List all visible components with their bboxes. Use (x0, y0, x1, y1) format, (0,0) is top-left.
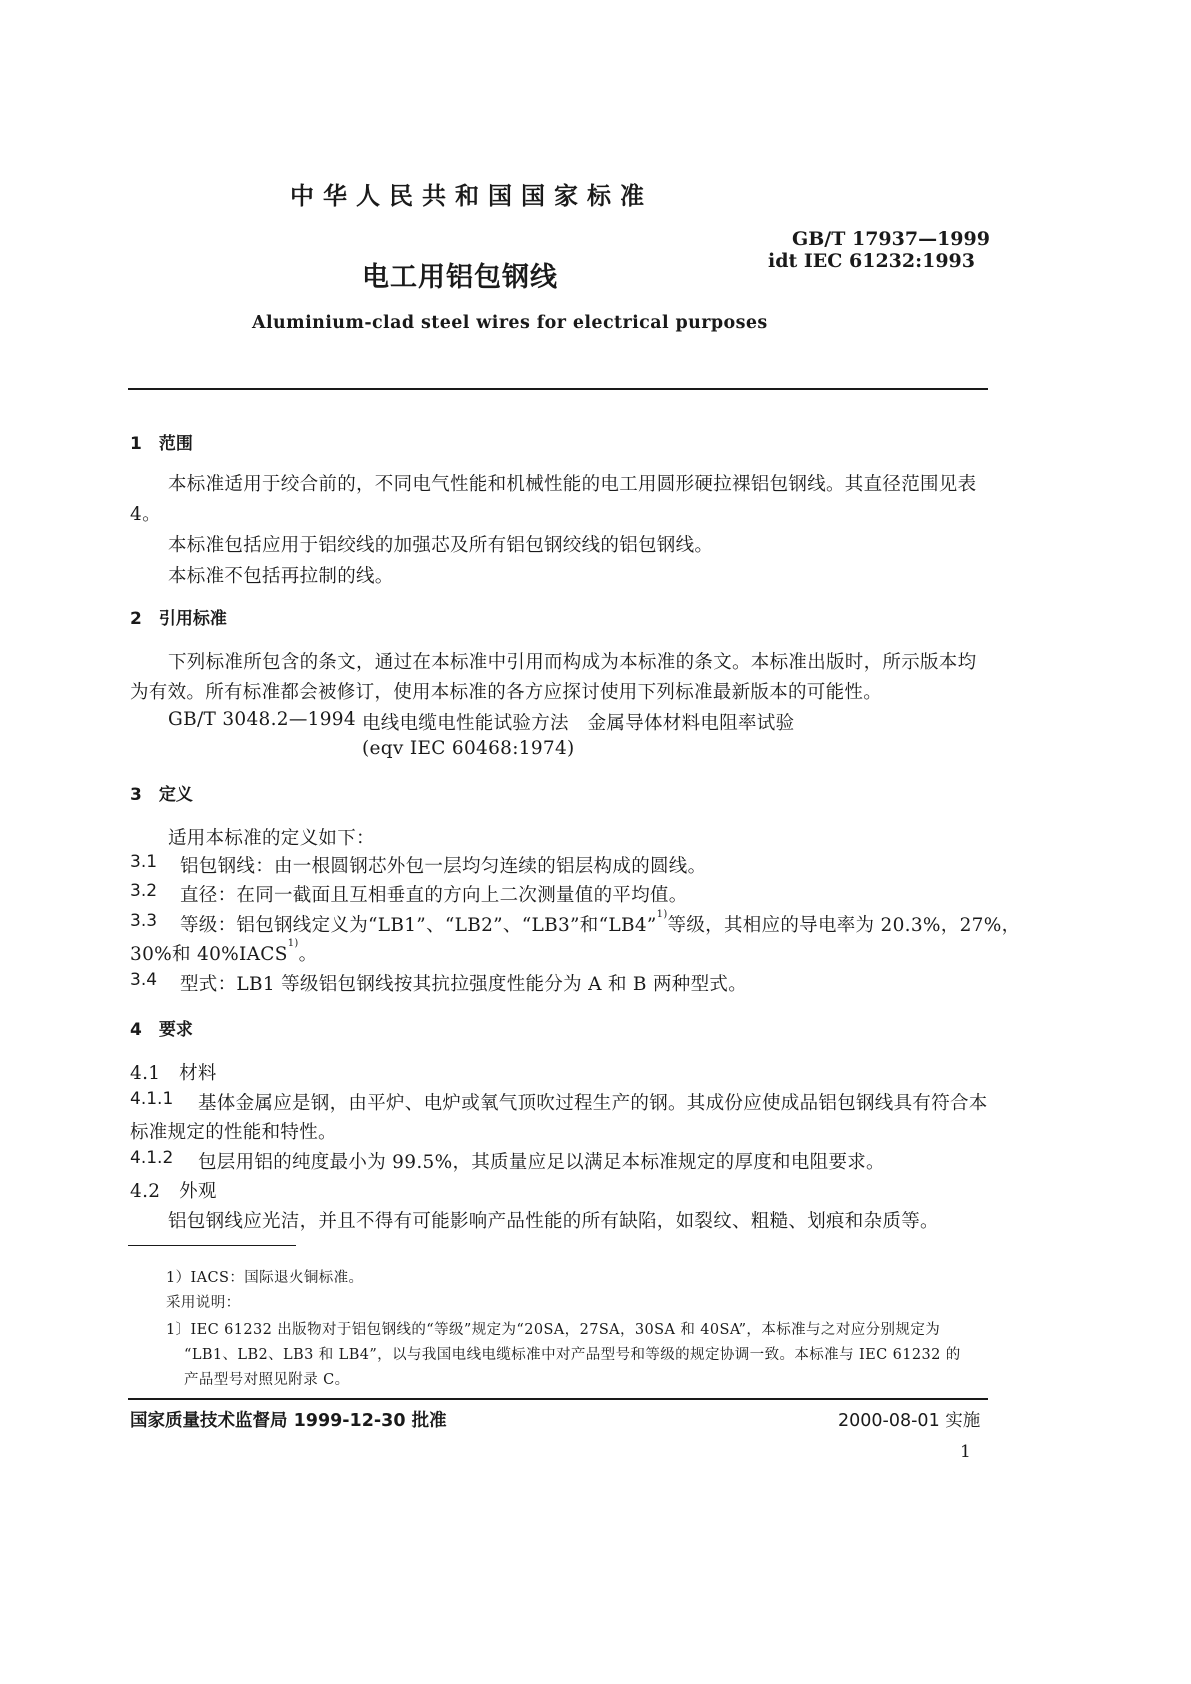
standard-equivalence: idt IEC 61232:1993 (768, 250, 975, 272)
footer-divider (128, 1398, 988, 1400)
adoption-note-line-3: 产品型号对照见附录 C。 (184, 1372, 350, 1388)
approval-line: 国家质量技术监督局 1999-12-30 批准 (130, 1411, 447, 1431)
definition-3-3 (180, 911, 1020, 937)
section-1-paragraph-3: 本标准不包括再拉制的线。 (168, 566, 394, 587)
definition-3-3-line2-b: 。 (298, 944, 318, 965)
document-title-en: Aluminium-clad steel wires for electrical purposes (252, 313, 768, 333)
section-1-heading: 1 范围 (130, 434, 193, 454)
clause-4-1-1-cont: 标准规定的性能和特性。 (130, 1122, 337, 1143)
section-1-paragraph-2: 本标准包括应用于铝绞线的加强芯及所有铝包钢绞线的铝包钢线。 (168, 535, 714, 556)
section-2-heading: 2 引用标准 (130, 609, 227, 629)
definition-3-4-number: 3.4 (130, 970, 158, 990)
footnote-1: 1）IACS：国际退火铜标准。 (166, 1270, 364, 1286)
definition-3-3-text-a: 等级：铝包钢线定义为“LB1”、“LB2”、“LB3”和“LB4” (180, 915, 657, 936)
section-1-paragraph-1-cont: 4。 (130, 504, 161, 525)
definition-3-3-cont (130, 940, 317, 966)
section-1-paragraph-1: 本标准适用于绞合前的，不同电气性能和机械性能的电工用圆形硬拉裸铝包钢线。其直径范围见表 (168, 474, 977, 495)
adoption-note-line-1: 1〕IEC 61232 出版物对于铝包钢线的“等级”规定为“20SA，27SA，30SA 和 40SA”，本标准与之对应分别规定为 (166, 1322, 941, 1338)
section-2-paragraph: 下列标准所包含的条文，通过在本标准中引用而构成为本标准的条文。本标准出版时，所示版本均 (168, 652, 977, 673)
definition-3-2: 直径：在同一截面且互相垂直的方向上二次测量值的平均值。 (180, 885, 688, 906)
clause-4-1-1: 基体金属应是钢，由平炉、电炉或氧气顶吹过程生产的钢。其成份应使成品铝包钢线具有符合本 (198, 1093, 988, 1114)
reference-title: 电线电缆电性能试验方法 金属导体材料电阻率试验 (362, 713, 795, 734)
definition-3-1: 铝包钢线：由一根圆钢芯外包一层均匀连续的铝层构成的圆线。 (180, 856, 707, 877)
section-3-heading: 3 定义 (130, 785, 193, 805)
clause-4-1-1-number: 4.1.1 (130, 1089, 174, 1109)
subsection-4-1: 4.1 材料 (130, 1063, 217, 1084)
clause-4-1-2: 包层用铝的纯度最小为 99.5%，其质量应足以满足本标准规定的厚度和电阻要求。 (198, 1152, 885, 1173)
adoption-note-line-2: “LB1、LB2、LB3 和 LB4”，以与我国电线电缆标准中对产品型号和等级的规定协调一致。本标准与 IEC 61232 的 (184, 1347, 961, 1363)
subsection-4-2: 4.2 外观 (130, 1181, 217, 1202)
adoption-note-label: 采用说明： (166, 1295, 241, 1311)
clause-4-1-2-number: 4.1.2 (130, 1148, 174, 1168)
standard-number: GB/T 17937—1999 (792, 228, 990, 250)
national-standard-title: 中华人民共和国国家标准 (290, 182, 653, 210)
subsection-4-2-paragraph: 铝包钢线应光洁，并且不得有可能影响产品性能的所有缺陷，如裂纹、粗糙、划痕和杂质等。 (168, 1211, 939, 1232)
header-divider (128, 388, 988, 390)
reference-code: GB/T 3048.2—1994 (168, 709, 356, 730)
section-3-intro: 适用本标准的定义如下： (168, 828, 375, 849)
definition-3-4: 型式：LB1 等级铝包钢线按其抗拉强度性能分为 A 和 B 两种型式。 (180, 974, 748, 995)
footnote-ref-1: 1) (656, 909, 668, 920)
page-number: 1 (960, 1442, 971, 1462)
effective-date: 2000-08-01 实施 (838, 1411, 981, 1431)
section-2-paragraph-cont: 为有效。所有标准都会被修订，使用本标准的各方应探讨使用下列标准最新版本的可能性。 (130, 682, 883, 703)
document-title-cn: 电工用铝包钢线 (362, 262, 558, 293)
definition-3-2-number: 3.2 (130, 881, 158, 901)
definition-3-3-line2-a: 30%和 40%IACS (130, 944, 288, 965)
footnote-ref-2: 1) (287, 938, 299, 949)
footnote-divider (128, 1245, 296, 1246)
definition-3-3-number: 3.3 (130, 911, 158, 931)
definition-3-3-text-b: 等级，其相应的导电率为 20.3%，27%， (667, 915, 1021, 936)
reference-equivalence: (eqv IEC 60468:1974) (362, 738, 575, 759)
section-4-heading: 4 要求 (130, 1020, 193, 1040)
definition-3-1-number: 3.1 (130, 852, 158, 872)
